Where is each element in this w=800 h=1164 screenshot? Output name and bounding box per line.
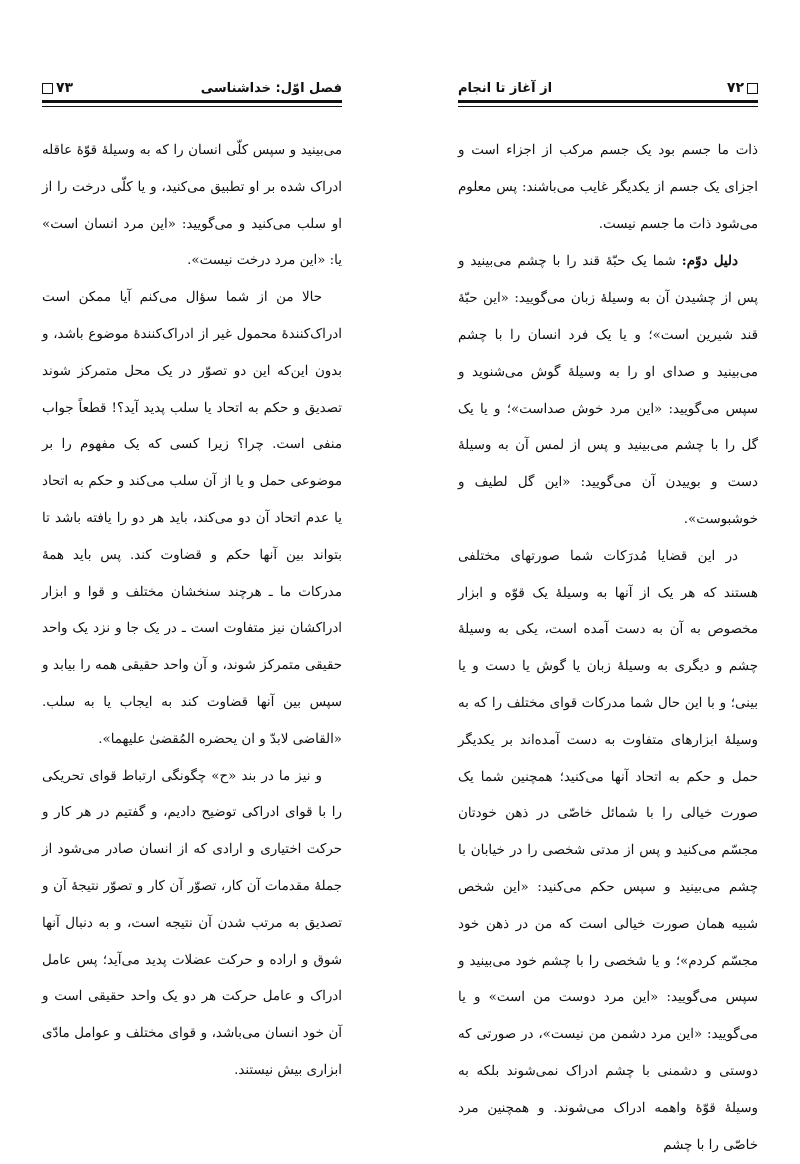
- paragraph: در این قضایا مُدرَکات شما صورتهای مختلفی هستند که هر یک از آنها به وسیلهٔ یک قوّه و ابزار مخصوص به آن به دست آمده است، یکی به وسیلهٔ چشم و دیگری به وسیلهٔ زبان یا گوش یا دست و یا بینی؛ و با این حال شما مدرکات قوای مختلف را که به وسیلهٔ ابزارهای متفاوت به دست آمده‌اند بر یکدیگر حمل و حکم به اتحاد آنها می‌کنید؛ همچنین شما یک صورت خیالی را با شمائل خاصّی در ذهن خودتان مجسّم می‌کنید و پس از مدتی شخصی را در خیابان با چشم می‌بینید و سپس حکم می‌کنید: «این شخص شبیه همان صورت خیالی است که من در ذهن خود مجسّم کردم»؛ و یا شخصی را با چشم خود می‌بینید و سپس می‌گویید: «این مرد دوست من است» و یا می‌گویید: «این مرد دشمن من نیست»، در صورتی که دوستی و دشمنی با چشم ادراک نمی‌شوند بلکه به وسیلهٔ قوّهٔ واهمه ادراک می‌شوند. و همچنین مرد خاصّی را با چشم: [458, 548, 758, 1153]
- paragraph: و نیز ما در بند «ح» چگونگی ارتباط قوای تحریکی را با قوای ادراکی توضیح دادیم، و گفتیم در هر کار و حرکت اختیاری و ارادی که از انسان صادر می‌شود از جملهٔ مقدمات آن کار، تصوّر آن کار و تصوّر نتیجهٔ آن و تصدیق به مرتب شدن آن نتیجه است، و به دنبال آنها شوق و اراده و حرکت عضلات پدید می‌آید؛ پس عامل ادراک و عامل حرکت هر دو یک واحد حقیقی است و آن خود انسان می‌باشد، و قوای مختلف و عوامل مادّی ابزاری بیش نیستند.: [42, 768, 342, 1078]
- left-page-body: [42, 133, 342, 1090]
- left-page-number: ۷۳: [42, 80, 73, 96]
- paragraph: می‌بینید و سپس کلّی انسان را که به وسیلهٔ قوّهٔ عاقله ادراک شده بر او تطبیق می‌کنید، و یا کلّی درخت را از او سلب می‌کنید و می‌گویید: «این مرد انسان است» یا: «این مرد درخت نیست».: [42, 143, 342, 269]
- paragraph-text: شما یک حبّهٔ قند را با چشم می‌بینید و پس از چشیدن آن به وسیلهٔ زبان می‌گویید: «این حبّهٔ قند شیرین است»؛ و یا یک فرد انسان را با چشم می‌بینید و صدای او را به وسیلهٔ گوش می‌شنوید و سپس می‌گویید: «این مرد خوش صداست»؛ و یا یک گل را با چشم می‌بینید و پس از لمس آن به وسیلهٔ دست و بوییدن آن می‌گویید: «این گل لطیف و خوشبوست».: [458, 254, 758, 527]
- left-page: [42, 70, 342, 1078]
- paragraph: حالا من از شما سؤال می‌کنم آیا ممکن است ادراک‌کنندهٔ محمول غیر از ادراک‌کنندهٔ موضوع باشد، و بدون این‌که این دو تصوّر در یک محل متمرکز شوند تصدیق و حکم به اتحاد یا سلب پدید آید؟! قطعاً جواب منفی است. چرا؟ زیرا کسی که یک مفهوم را بر موضوعی حمل و یا از آن سلب می‌کند و حکم به اتحاد یا عدم اتحاد آن دو می‌کند، باید هر دو را یافته باشد تا بتواند بین آنها حکم و قضاوت کند. پس باید همهٔ مدرکات ما ـ هرچند سنخشان مختلف و قوا و ابزار ادراکشان نیز متفاوت است ـ در یک جا و نزد یک واحد حقیقی متمرکز شوند، و آن واحد حقیقی همه را بیابد و سپس بین آنها قضاوت کند به ایجاب یا به سلب. «القاضی لابدّ و ان یحضره المُقضیٰ علیهما».: [42, 290, 342, 747]
- right-page-body: [458, 133, 758, 1164]
- bold-lead: دلیل دوّم:: [681, 253, 738, 270]
- left-page-header: [42, 70, 342, 103]
- right-running-title: از آغاز تا انجام: [458, 81, 553, 96]
- right-page: [458, 70, 758, 1153]
- left-running-title: فصل اوّل: خداشناسی: [200, 81, 342, 96]
- right-page-header: [458, 70, 758, 103]
- paragraph: ذات ما جسم بود یک جسم مرکب از اجزاء است و اجزای یک جسم از یکدیگر غایب می‌باشند: پس معلوم می‌شود ذات ما جسم نیست.: [458, 143, 758, 232]
- right-page-number: ۷۲: [727, 80, 758, 96]
- page-marker-icon: [42, 83, 53, 94]
- page-marker-icon: [747, 83, 758, 94]
- paragraph: [458, 243, 758, 538]
